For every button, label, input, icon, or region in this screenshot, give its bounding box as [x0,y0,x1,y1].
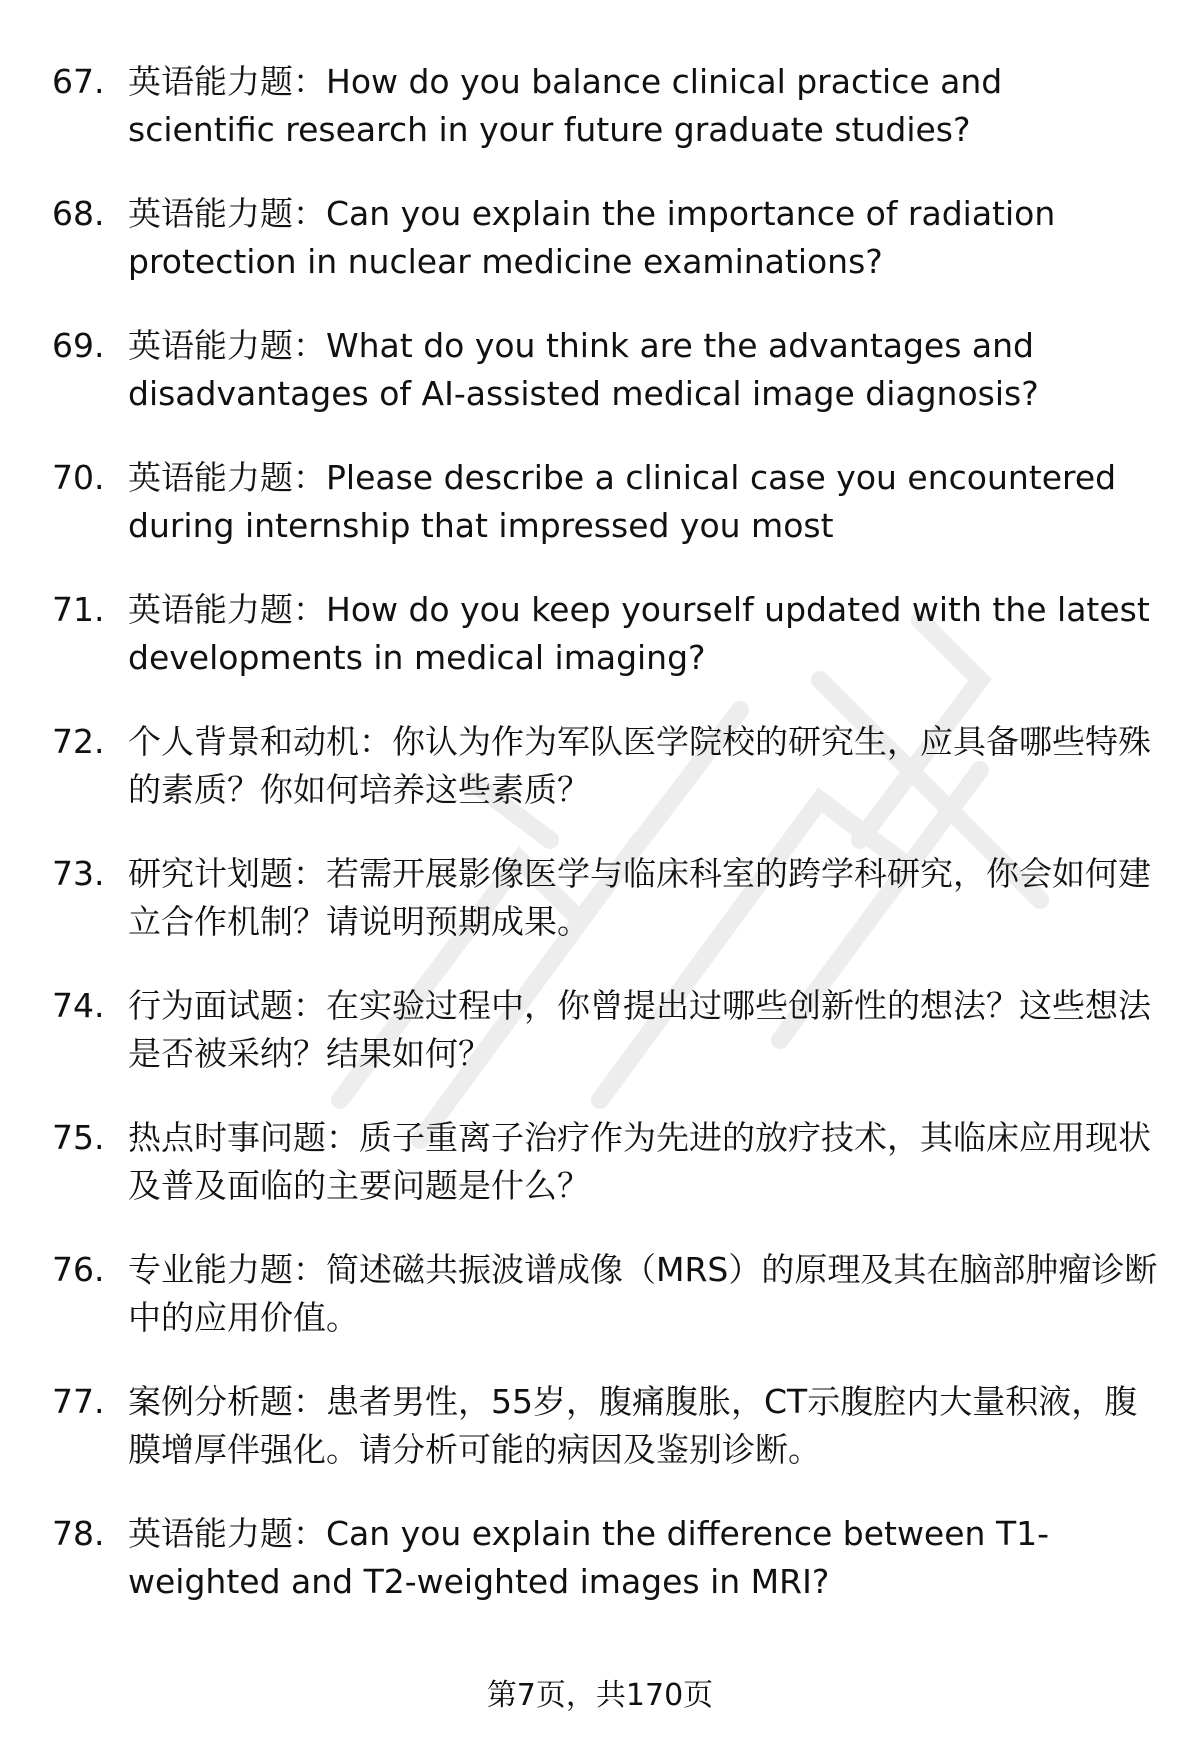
question-item [52,1246,1162,1378]
question-item [52,190,1162,322]
question-text: 英语能力题：Can you explain the difference between T1-weighted and T2-weighted images in MRI? [128,1514,1050,1601]
question-text: 英语能力题：What do you think are the advantages and disadvantages of AI-assisted medical image diagnosis? [128,326,1039,413]
question-text: 案例分析题：患者男性，55岁，腹痛腹胀，CT示腹腔内大量积液，腹膜增厚伴强化。请分析可能的病因及鉴别诊断。 [128,1382,1138,1469]
question-item [52,1114,1162,1246]
question-list [52,58,1162,1642]
question-item [52,982,1162,1114]
question-text: 热点时事问题：质子重离子治疗作为先进的放疗技术，其临床应用现状及普及面临的主要问题是什么？ [128,1118,1151,1205]
question-text: 英语能力题：Please describe a clinical case you encountered during internship that impressed you most [128,458,1117,545]
question-item [52,1510,1162,1642]
question-item [52,586,1162,718]
question-item [52,1378,1162,1510]
question-number: 73. [52,854,105,893]
question-text: 行为面试题：在实验过程中，你曾提出过哪些创新性的想法？这些想法是否被采纳？结果如何？ [128,986,1151,1073]
question-text: 英语能力题：Can you explain the importance of radiation protection in nuclear medicine examinations? [128,194,1056,281]
question-number: 71. [52,590,105,629]
question-item [52,322,1162,454]
question-number: 77. [52,1382,105,1421]
question-number: 75. [52,1118,105,1157]
page-number-footer: 第7页，共170页 [486,1678,714,1713]
question-text: 英语能力题：How do you keep yourself updated with the latest developments in medical imaging? [128,590,1150,677]
question-text: 专业能力题：简述磁共振波谱成像（MRS）的原理及其在脑部肿瘤诊断中的应用价值。 [128,1250,1158,1337]
question-text: 研究计划题：若需开展影像医学与临床科室的跨学科研究，你会如何建立合作机制？请说明预期成果。 [128,854,1151,941]
question-number: 68. [52,194,105,233]
question-text: 英语能力题：How do you balance clinical practice and scientific research in your future graduate studies? [128,62,1003,149]
question-number: 76. [52,1250,105,1289]
question-number: 72. [52,722,105,761]
question-number: 70. [52,458,105,497]
question-number: 78. [52,1514,105,1553]
question-item [52,718,1162,850]
question-item [52,454,1162,586]
question-number: 69. [52,326,105,365]
question-item [52,58,1162,190]
question-number: 67. [52,62,105,101]
question-item [52,850,1162,982]
question-text: 个人背景和动机：你认为作为军队医学院校的研究生，应具备哪些特殊的素质？你如何培养这些素质？ [128,722,1151,809]
question-number: 74. [52,986,105,1025]
